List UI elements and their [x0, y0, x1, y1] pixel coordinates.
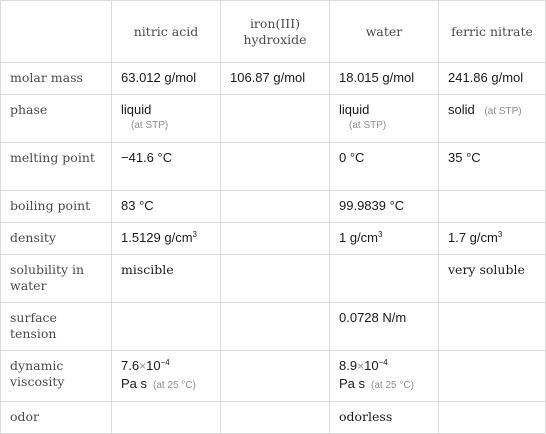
cell-value: 35 °C: [439, 143, 546, 191]
cell-value: [439, 95, 546, 143]
viscosity-unit-line: [339, 376, 429, 394]
condition-note: (at 25 °C): [371, 380, 414, 391]
viscosity-unit-line: [121, 376, 211, 394]
times-sign: ×: [357, 359, 365, 373]
header-row: [1, 1, 546, 63]
cell-value: 0.0728 N/m: [330, 303, 439, 351]
table-row: [1, 351, 546, 402]
cell-empty: [221, 255, 330, 303]
cell-value: [330, 351, 439, 402]
column-header-iron-hydroxide: iron(III) hydroxide: [221, 1, 330, 63]
table-row: [1, 255, 546, 303]
cell-value: 18.015 g/mol: [330, 63, 439, 95]
cell-empty: [221, 143, 330, 191]
row-label-surface-tension: surface tension: [1, 303, 112, 351]
cell-value: 83 °C: [112, 191, 221, 223]
phase-value: liquid: [121, 102, 152, 117]
row-label-solubility: solubility in water: [1, 255, 112, 303]
cell-value: very soluble: [439, 255, 546, 303]
cell-value: [330, 95, 439, 143]
column-header-water: water: [330, 1, 439, 63]
cell-value: 63.012 g/mol: [112, 63, 221, 95]
cell-value: −41.6 °C: [112, 143, 221, 191]
cell-empty: [221, 303, 330, 351]
cell-empty: [330, 255, 439, 303]
cell-empty: [439, 191, 546, 223]
row-label-phase: phase: [1, 95, 112, 143]
phase-value: liquid: [339, 102, 370, 117]
cell-value: miscible: [112, 255, 221, 303]
times-sign: ×: [139, 359, 147, 373]
cell-empty: [221, 402, 330, 434]
cell-empty: [221, 223, 330, 255]
unit-exponent: 3: [497, 230, 503, 239]
row-label-boiling-point: boiling point: [1, 191, 112, 223]
viscosity-base: 10: [364, 358, 379, 373]
unit-exponent: 3: [192, 230, 197, 239]
cell-value: odorless: [330, 402, 439, 434]
density-value: 1.5129 g/cm: [121, 230, 193, 245]
row-label-molar-mass: molar mass: [1, 63, 112, 95]
unit-exponent: 3: [378, 230, 383, 239]
cell-value: [330, 223, 439, 255]
row-label-melting-point: melting point: [1, 143, 112, 191]
cell-value: 0 °C: [330, 143, 439, 191]
condition-note: (at 25 °C): [153, 380, 196, 391]
viscosity-unit: Pa s: [121, 376, 148, 391]
cell-value: 106.87 g/mol: [221, 63, 330, 95]
table-row: [1, 143, 546, 191]
viscosity-base: 10: [146, 358, 161, 373]
condition-note: (at STP): [484, 106, 522, 117]
cell-empty: [221, 191, 330, 223]
cell-empty: [221, 351, 330, 402]
cell-value: [112, 351, 221, 402]
density-value: 1 g/cm: [339, 230, 379, 245]
condition-note: (at STP): [349, 120, 387, 131]
cell-empty: [439, 351, 546, 402]
cell-value: [439, 223, 546, 255]
table-row: [1, 402, 546, 434]
cell-empty: [112, 402, 221, 434]
cell-empty: [439, 402, 546, 434]
condition-note: (at STP): [131, 120, 169, 131]
density-value: 1.7 g/cm: [448, 230, 498, 245]
viscosity-mantissa: 8.9: [339, 358, 358, 373]
viscosity-exponent: −4: [160, 358, 170, 367]
corner-cell: [1, 1, 112, 63]
cell-value: [112, 95, 221, 143]
phase-value: solid: [448, 102, 475, 117]
cell-value: 241.86 g/mol: [439, 63, 546, 95]
viscosity-exponent: −4: [378, 358, 388, 367]
row-label-dynamic-viscosity: dynamic viscosity: [1, 351, 112, 402]
table-row: [1, 95, 546, 143]
column-header-nitric-acid: nitric acid: [112, 1, 221, 63]
column-header-ferric-nitrate: ferric nitrate: [439, 1, 546, 63]
cell-value: [112, 223, 221, 255]
table-row: [1, 63, 546, 95]
row-label-density: density: [1, 223, 112, 255]
viscosity-mantissa: 7.6: [121, 358, 140, 373]
table-row: [1, 303, 546, 351]
cell-value: 99.9839 °C: [330, 191, 439, 223]
table-row: [1, 223, 546, 255]
cell-empty: [112, 303, 221, 351]
table-row: [1, 191, 546, 223]
cell-empty: [221, 95, 330, 143]
viscosity-unit: Pa s: [339, 376, 366, 391]
cell-empty: [439, 303, 546, 351]
row-label-odor: odor: [1, 402, 112, 434]
